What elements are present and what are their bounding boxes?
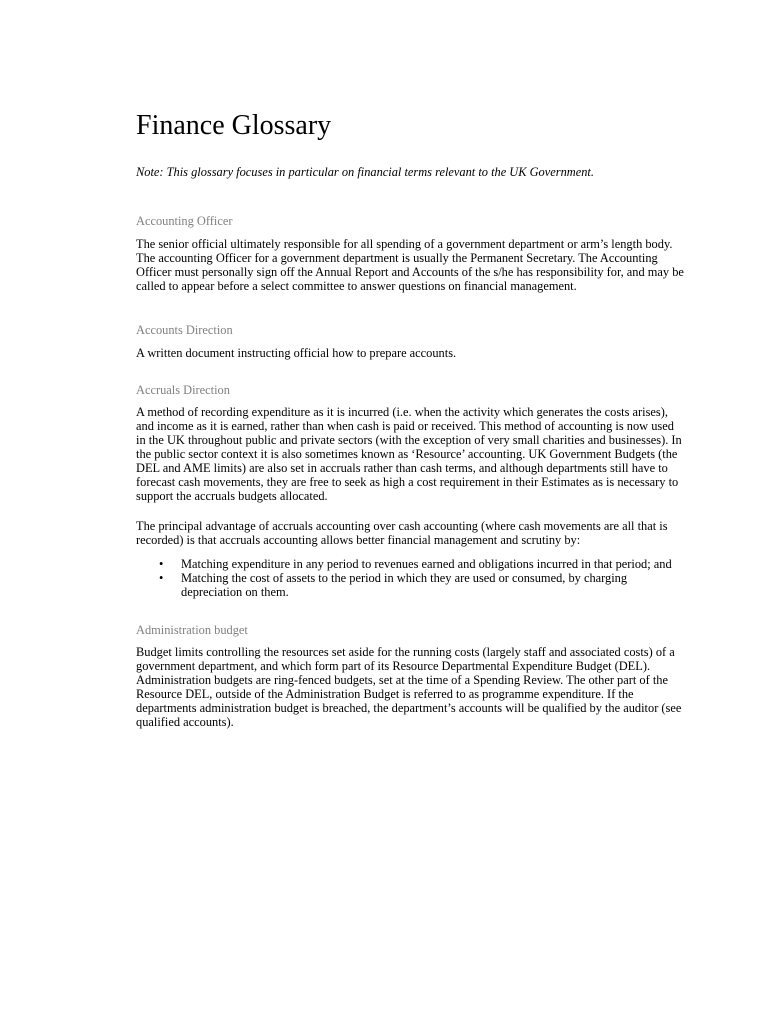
intro-note: Note: This glossary focuses in particular on financial terms relevant to the UK Government.	[136, 165, 594, 179]
definition-paragraph: The senior official ultimately responsible for all spending of a government department or arm’s length body. The accounting Officer for a government department is usually the Permanent Secretary. The Accounting Officer must personally sign off the Annual Report and Accounts of the s/he has responsibility for, and may be called to appear before a select committee to answer questions on financial management.	[136, 236, 684, 293]
glossary-term: Accounting Officer	[136, 213, 233, 228]
bullet-icon: •	[159, 556, 164, 571]
list-item-text: Matching the cost of assets to the period in which they are used or consumed, by charging depreciation on them.	[181, 570, 628, 599]
glossary-term: Accruals Direction	[136, 382, 230, 397]
document-page	[136, 108, 684, 729]
list-item	[136, 571, 684, 599]
bullet-list	[136, 557, 684, 599]
bullet-icon: •	[159, 570, 164, 585]
definition-paragraph: A method of recording expenditure as it is incurred (i.e. when the activity which generates the costs arises), and income as it is earned, rather than when cash is paid or received. This method of accounting is now used in the UK throughout public and private sectors (with the exception of very small charities and businesses). In the public sector context it is also sometimes known as ‘Resource’ accounting. UK Government Budgets (the DEL and AME limits) are also set in accruals rather than cash terms, and although departments still have to forecast cash movements, they are free to seek as high a cost requirement in their Estimates as is necessary to support the accruals budgets allocated.	[136, 404, 682, 503]
definition-paragraph: A written document instructing official how to prepare accounts.	[136, 345, 457, 360]
page-title: Finance Glossary	[136, 110, 332, 141]
glossary-term: Administration budget	[136, 622, 248, 637]
definition-paragraph: The principal advantage of accruals accounting over cash accounting (where cash movements are all that is recorded) is that accruals accounting allows better financial management and scrutiny by:	[136, 518, 668, 547]
definition-paragraph: Budget limits controlling the resources set aside for the running costs (largely staff and associated costs) of a government department, and which form part of its Resource Departmental Expenditure Budget (DEL). Administration budgets are ring-fenced budgets, set at the time of a Spending Review. The other part of the Resource DEL, outside of the Administration Budget is referred to as programme expenditure. If the departments administration budget is breached, the department’s accounts will be qualified by the auditor (see qualified accounts).	[136, 644, 682, 729]
list-item-text: Matching expenditure in any period to revenues earned and obligations incurred in that period; and	[181, 556, 672, 571]
glossary-term: Accounts Direction	[136, 322, 233, 337]
list-item	[136, 557, 684, 571]
